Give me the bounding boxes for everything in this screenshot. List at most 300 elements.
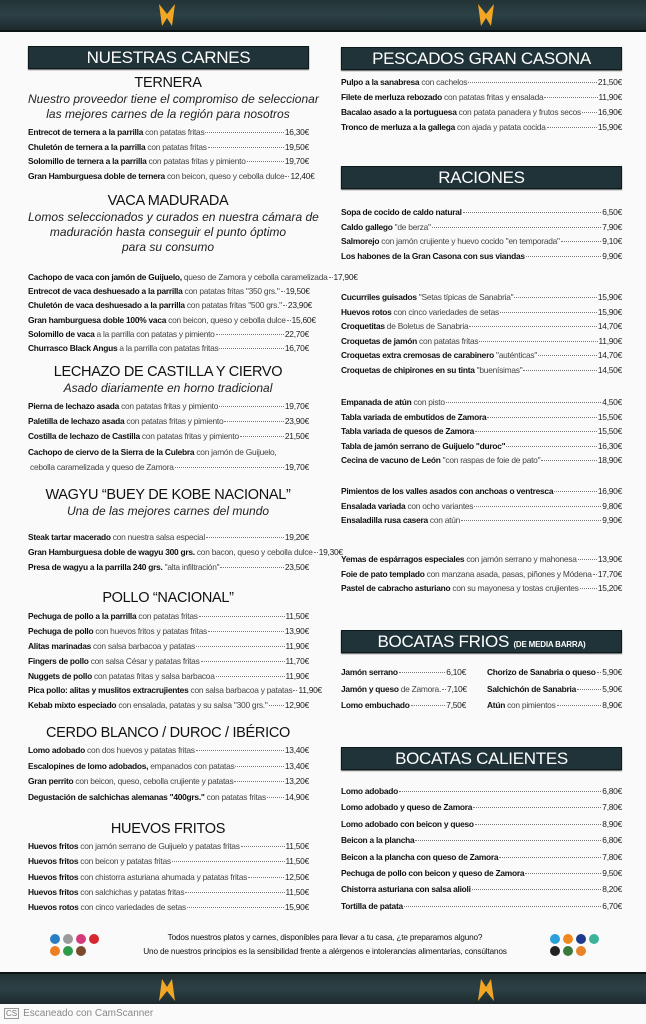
menu-item — [341, 567, 622, 582]
menu-item — [341, 410, 622, 425]
item-description: con beicon, queso y cebolla dulce — [166, 170, 285, 181]
menu-item — [28, 900, 309, 915]
item-name: Jamón y queso — [341, 683, 399, 694]
dot-leader — [473, 807, 601, 808]
item-name: Entrecot de vaca deshuesado a la parrilla — [28, 286, 183, 297]
menu-item — [341, 881, 622, 897]
menu-item — [28, 885, 309, 900]
menu-item — [28, 298, 313, 312]
menu-item — [341, 234, 622, 249]
item-description: con atún — [429, 515, 461, 526]
item-name: Degustación de salchichas alemanas "400grs." — [28, 791, 205, 802]
scanner-watermark — [4, 1008, 153, 1019]
item-name: Paletilla de lechazo asada — [28, 416, 125, 427]
dot-leader — [219, 406, 284, 407]
item-price: 19,20€ — [284, 532, 309, 542]
dot-leader — [547, 127, 597, 128]
item-description: con pimientos — [507, 700, 556, 710]
dot-leader — [500, 312, 597, 313]
item-price: 7,80€ — [602, 802, 622, 813]
item-name: Gran Hamburguesa doble de ternera — [28, 170, 165, 181]
dot-leader — [487, 417, 597, 418]
item-name: Pulpo a la sanabresa — [341, 77, 420, 87]
item-name: Escalopines de lomo adobados, — [28, 760, 149, 771]
menu-item — [341, 697, 466, 714]
item-description: con patatas fritas — [145, 127, 205, 137]
section-subtitle: maduración hasta conseguir el punto óptimo — [49, 225, 287, 239]
item-price: 19,50€ — [284, 141, 309, 152]
item-description: con salchichas y patatas fritas — [80, 886, 185, 897]
item-name: Lomo adobado y queso de Zamora — [341, 802, 473, 813]
item-name: Lomo adobado — [341, 786, 399, 796]
dot-leader — [561, 241, 602, 242]
item-price: 15,60€ — [291, 314, 316, 325]
top-decorative-band — [0, 0, 646, 32]
dot-leader — [475, 824, 602, 825]
item-price: 15,90€ — [284, 902, 309, 913]
item-description: queso de Zamora y cebolla caramelizada — [183, 272, 328, 282]
menu-item — [341, 816, 622, 832]
menu-item — [341, 664, 466, 681]
logo-icon — [159, 4, 175, 26]
item-price: 21,50€ — [597, 77, 622, 87]
allergen-icon — [563, 934, 573, 944]
dot-leader — [314, 552, 318, 553]
item-description: con jamón serrano de Guijuelo y patatas fritas — [80, 841, 240, 851]
dot-leader — [196, 750, 284, 751]
item-price: 9,90€ — [602, 515, 622, 526]
item-description: con huevos fritos y patatas fritas — [95, 625, 207, 636]
item-price: 19,70€ — [284, 461, 309, 472]
dot-leader — [578, 559, 597, 560]
item-price: 8,90€ — [602, 700, 622, 710]
item-description: con manzana asada, pasas, piñones y Módena — [426, 568, 592, 579]
item-name: Huevos rotos — [341, 306, 392, 317]
menu-item — [341, 348, 622, 363]
menu-item — [341, 799, 622, 815]
item-description: "de berza" — [394, 221, 431, 232]
item-name: Bacalao asado a la portuguesa — [341, 107, 457, 117]
item-price: 5,90€ — [602, 683, 622, 694]
item-name: Croquetas de jamón — [341, 335, 418, 346]
item-price: 19,70€ — [284, 401, 309, 411]
allergen-icon — [76, 934, 86, 944]
item-name: Fingers de pollo — [28, 655, 89, 666]
dot-leader — [399, 791, 601, 792]
item-list — [341, 205, 622, 263]
menu-item — [28, 460, 309, 475]
dot-leader — [267, 797, 284, 798]
allergen-icon — [89, 934, 99, 944]
item-price: 15,20€ — [597, 583, 622, 594]
dot-leader — [593, 574, 597, 575]
item-name: Solomillo de vaca — [28, 328, 95, 339]
dot-leader — [175, 467, 284, 468]
item-description: con ajada y patata cocida — [456, 122, 546, 132]
item-description: con pisto — [413, 397, 445, 407]
dot-leader — [199, 616, 285, 617]
item-price: 11,50€ — [285, 886, 309, 897]
item-price: 11,90€ — [598, 92, 622, 102]
dot-leader — [293, 690, 297, 691]
item-price: 11,50€ — [285, 856, 309, 867]
item-name: Solomillo de ternera a la parrilla — [28, 156, 147, 166]
item-description: con salsa César y patatas fritas — [90, 655, 200, 666]
allergen-icon — [576, 946, 586, 956]
dot-leader — [541, 460, 597, 461]
item-description: con patatas fritas — [419, 335, 479, 346]
dot-leader — [208, 631, 284, 632]
item-name: Pechuga de pollo — [28, 625, 94, 636]
item-name: Huevos fritos — [28, 871, 79, 882]
menu-item — [28, 429, 309, 444]
menu-item — [28, 284, 309, 298]
item-price: 11,50€ — [285, 611, 309, 621]
item-description: con beicon, queso y cebolla dulce — [168, 314, 286, 325]
item-description: cebolla caramelizada y queso de Zamora — [30, 461, 174, 472]
item-price: 6,50€ — [602, 207, 622, 217]
allergen-icons-right — [550, 934, 600, 956]
item-list — [341, 783, 622, 914]
item-description: con nuestra salsa especial — [112, 532, 205, 542]
item-price: 16,90€ — [597, 486, 622, 496]
menu-item — [28, 414, 309, 429]
logo-icon — [478, 979, 494, 1001]
item-name: Yemas de espárragos especiales — [341, 554, 465, 564]
item-price: 11,90€ — [298, 685, 322, 696]
item-name: Steak tartar macerado — [28, 532, 111, 542]
dot-leader — [235, 766, 283, 767]
item-description: con jamón crujiente y huevo cocido "en temporada" — [381, 236, 560, 247]
menu-item — [28, 854, 309, 869]
item-name: Lomo adobado con beicon y queso — [341, 818, 474, 829]
item-name: Chorizo de Sanabria o queso — [487, 667, 596, 677]
allergen-icon — [63, 946, 73, 956]
item-price: 6,70€ — [602, 900, 622, 911]
item-name: Croquetas extra cremosas de carabinero — [341, 350, 494, 361]
item-price: 11,70€ — [285, 655, 309, 666]
item-name: Ensalada variada — [341, 500, 406, 511]
item-price: 12,40€ — [290, 170, 315, 181]
item-description: "Setas típicas de Sanabria" — [418, 292, 514, 302]
item-description: con patatas fritas — [138, 611, 198, 621]
bottom-decorative-band — [0, 972, 646, 1004]
dot-leader — [432, 227, 602, 228]
item-description: con beicon y patatas fritas — [80, 856, 171, 867]
item-price: 14,90€ — [284, 791, 309, 802]
menu-item — [487, 697, 622, 714]
section-header — [341, 47, 622, 70]
item-description: "alta infiltración" — [164, 562, 220, 572]
dot-leader — [577, 689, 601, 690]
section-header — [28, 46, 309, 69]
dot-leader — [196, 646, 285, 647]
dot-leader — [538, 355, 597, 356]
item-name: Chuletón de vaca deshuesado a la parrilla — [28, 300, 185, 311]
section-header-note: (DE MEDIA BARRA) — [513, 640, 586, 649]
menu-item — [28, 683, 322, 698]
item-price: 14,50€ — [597, 364, 622, 375]
item-description: "con raspas de foie de pato" — [442, 455, 541, 466]
dot-leader — [281, 291, 285, 292]
menu-item — [28, 774, 309, 790]
item-name: Presa de wagyu a la parrilla 240 grs. — [28, 562, 163, 572]
dot-leader — [241, 846, 285, 847]
section-header — [341, 166, 622, 189]
item-list — [487, 664, 622, 714]
item-price: 11,90€ — [598, 335, 622, 346]
item-description: con su mayonesa y tostas crujientes — [452, 583, 579, 594]
menu-item — [341, 220, 622, 235]
item-price: 11,90€ — [285, 640, 309, 651]
item-list — [28, 125, 315, 183]
item-name: Pechuga de pollo a la parrilla — [28, 611, 137, 621]
footer-line-2: Uno de nuestros principios es la sensibilidad frente a alérgenos e intolerancias alimentarias, consúltanos — [143, 946, 507, 956]
item-name: Atún — [487, 700, 506, 710]
menu-item — [341, 581, 622, 596]
item-description: con patatas fritas — [147, 141, 207, 152]
item-name: Caldo gallego — [341, 221, 393, 232]
dot-leader — [240, 436, 284, 437]
item-description: con patatas fritas y pimiento — [121, 401, 219, 411]
item-name: Croquetas de chipirones en su tinta — [341, 364, 475, 375]
menu-item — [28, 609, 309, 624]
menu-item — [28, 560, 309, 575]
camscanner-text: Escaneado con CamScanner — [23, 1008, 154, 1019]
menu-item — [28, 341, 309, 355]
dot-leader — [506, 446, 597, 447]
item-price: 17,90€ — [333, 272, 358, 282]
item-list — [341, 664, 466, 714]
item-name: Alitas marinadas — [28, 640, 92, 651]
item-description: con dos huevos y patatas fritas — [87, 745, 195, 755]
item-price: 14,70€ — [597, 350, 622, 361]
menu-item — [341, 319, 622, 334]
section-subtitle: Asado diariamente en horno tradicional — [63, 381, 273, 395]
item-list — [28, 399, 309, 475]
menu-item — [28, 743, 309, 759]
item-description: con cinco variedades de setas — [393, 306, 499, 317]
item-name: Ensaladilla rusa casera — [341, 515, 428, 526]
item-name: Churrasco Black Angus — [28, 342, 118, 353]
item-list — [341, 290, 622, 378]
section-header-title: NUESTRAS CARNES — [86, 48, 251, 67]
allergen-icon — [50, 934, 60, 944]
item-description: con ensalada, patatas y su salsa "300 grs." — [118, 700, 268, 711]
dot-leader — [234, 781, 283, 782]
item-description: de Boletus de Sanabria — [386, 321, 469, 332]
menu-item — [341, 290, 622, 305]
item-name: Los habones de la Gran Casona con sus viandas — [341, 250, 525, 261]
item-price: 23,90€ — [284, 416, 309, 427]
menu-item — [28, 399, 309, 414]
item-list — [28, 530, 343, 575]
item-price: 7,10€ — [447, 683, 467, 694]
menu-item — [341, 334, 622, 349]
dot-leader — [287, 320, 291, 321]
dot-leader — [208, 147, 284, 148]
menu-item — [28, 759, 309, 775]
section-subtitle: para su consumo — [121, 240, 215, 254]
logo-icon — [478, 4, 494, 26]
item-list — [341, 484, 622, 528]
menu-item — [28, 870, 309, 885]
section-title: HUEVOS FRITOS — [110, 821, 226, 837]
item-name: Pechuga de pollo con beicon y queso de Zamora — [341, 867, 525, 878]
dot-leader — [580, 588, 597, 589]
dot-leader — [224, 421, 283, 422]
item-price: 6,80€ — [602, 835, 622, 846]
dot-leader — [442, 689, 446, 690]
dot-leader — [329, 277, 333, 278]
item-name: Huevos fritos — [28, 841, 79, 851]
dot-leader — [269, 705, 284, 706]
item-price: 15,50€ — [597, 426, 622, 437]
item-price: 19,30€ — [318, 547, 343, 557]
allergen-icon — [576, 934, 586, 944]
item-price: 21,50€ — [284, 431, 309, 442]
item-name: Entrecot de ternera a la parrilla — [28, 127, 144, 137]
item-name: Gran hamburguesa doble 100% vaca — [28, 314, 167, 325]
item-description: con patatas fritas y pimiento — [141, 431, 239, 442]
menu-item — [28, 790, 309, 806]
dot-leader — [525, 873, 601, 874]
menu-item — [341, 120, 622, 135]
item-name: Chistorra asturiana con salsa alioli — [341, 884, 471, 895]
dot-leader — [499, 857, 601, 858]
item-price: 8,90€ — [602, 818, 622, 829]
item-price: 9,10€ — [602, 236, 622, 247]
item-price: 12,90€ — [284, 700, 309, 711]
section-subtitle: las mejores carnes de la región para nosotros — [46, 107, 290, 121]
item-description: a la parrilla con patatas fritas — [119, 342, 219, 353]
dot-leader — [172, 861, 285, 862]
dot-leader — [446, 402, 602, 403]
dot-leader — [205, 132, 283, 133]
item-price: 9,90€ — [602, 250, 622, 261]
item-name: Tabla de jamón serrano de Guijuelo "duroc" — [341, 440, 506, 451]
item-price: 9,50€ — [602, 867, 622, 878]
dot-leader — [248, 877, 284, 878]
section-subtitle: Nuestro proveedor tiene el compromiso de seleccionar — [28, 92, 319, 106]
item-list — [28, 839, 309, 915]
menu-item — [341, 499, 622, 514]
menu-item — [341, 783, 622, 799]
item-description: con patatas fritas — [206, 791, 266, 802]
menu-item — [28, 624, 309, 639]
footer-note — [110, 930, 540, 958]
item-price: 15,90€ — [597, 292, 622, 302]
item-price: 13,40€ — [284, 745, 309, 755]
item-name: Filete de merluza rebozado — [341, 92, 443, 102]
item-price: 11,50€ — [285, 841, 309, 851]
item-price: 4,50€ — [602, 397, 622, 407]
item-name: Lomo adobado — [28, 745, 86, 755]
dot-leader — [514, 297, 596, 298]
dot-leader — [220, 567, 284, 568]
menu-item — [341, 898, 622, 914]
item-name: Tabla variada de quesos de Zamora — [341, 426, 475, 437]
item-name: Lomo embuchado — [341, 700, 410, 710]
item-list — [28, 609, 322, 713]
item-description: con patatas fritas y pimiento — [126, 416, 224, 427]
item-price: 7,90€ — [602, 221, 622, 232]
item-name: Pica pollo: alitas y muslitos extracrujientes — [28, 685, 189, 696]
item-name: Croquetitas — [341, 321, 385, 332]
menu-item — [28, 839, 309, 854]
dot-leader — [187, 907, 284, 908]
item-description: con bacon, queso y cebolla dulce — [196, 547, 313, 557]
item-price: 6,80€ — [602, 786, 622, 796]
item-price: 15,90€ — [597, 122, 622, 132]
menu-item — [28, 313, 316, 327]
item-list — [28, 743, 309, 805]
menu-item — [341, 865, 622, 881]
section-header — [341, 630, 622, 653]
dot-leader — [216, 334, 284, 335]
item-description: con patatas fritas y ensalada — [444, 92, 544, 102]
item-name: Foie de pato templado — [341, 568, 425, 579]
menu-item — [28, 140, 309, 155]
item-price: 18,90€ — [597, 455, 622, 466]
menu-item — [341, 395, 622, 410]
menu-item — [28, 125, 309, 140]
menu-item — [341, 453, 622, 468]
menu-item — [341, 439, 622, 454]
menu-item — [341, 249, 622, 264]
menu-item — [341, 681, 466, 698]
dot-leader — [463, 212, 602, 213]
section-header — [341, 747, 622, 770]
section-title: VACA MADURADA — [107, 193, 229, 209]
section-subtitle: Lomos seleccionados y curados en nuestra cámara de — [28, 210, 319, 224]
dot-leader — [544, 97, 597, 98]
item-name: Pastel de cabracho asturiano — [341, 583, 451, 594]
item-name: Gran Hamburguesa doble de wagyu 300 grs. — [28, 547, 195, 557]
footer-line-1: Todos nuestros platos y carnes, disponibles para llevar a tu casa, ¿te preparamos alguno? — [167, 932, 483, 942]
item-description: con patatas fritas y pimiento — [148, 156, 246, 166]
menu-item — [487, 681, 622, 698]
item-description: a la parrilla con patatas y pimiento — [96, 328, 215, 339]
item-description: con ocho variantes — [407, 500, 474, 511]
item-description: con salsa barbacoa y patatas — [93, 640, 195, 651]
section-subtitle: Una de las mejores carnes del mundo — [66, 504, 270, 518]
item-price: 23,50€ — [284, 562, 309, 572]
allergen-icon — [563, 946, 573, 956]
dot-leader — [247, 161, 284, 162]
camscanner-badge: CS — [6, 1009, 18, 1018]
menu-item — [28, 169, 315, 184]
item-list — [28, 270, 358, 355]
menu-item — [28, 327, 309, 341]
dot-leader — [185, 892, 284, 893]
section-header-title: BOCATAS FRIOS — [377, 632, 509, 651]
dot-leader — [597, 672, 602, 673]
item-name: Cachopo de vaca con jamón de Guijuelo, — [28, 272, 182, 282]
section-title: LECHAZO DE CASTILLA Y CIERVO — [53, 364, 283, 380]
section-title: WAGYU “BUEY DE KOBE NACIONAL” — [45, 487, 291, 503]
item-name: Cecina de vacuno de León — [341, 455, 441, 466]
dot-leader — [526, 256, 602, 257]
allergen-icons-left — [50, 934, 100, 956]
item-price: 19,70€ — [284, 156, 309, 166]
item-description: con patatas fritas "350 grs." — [184, 286, 280, 297]
menu-item — [28, 669, 309, 684]
dot-leader — [469, 326, 597, 327]
item-price: 13,90€ — [597, 554, 622, 564]
section-title: TERNERA — [134, 75, 202, 91]
item-name: Cachopo de ciervo de la Sierra de la Culebra — [28, 446, 195, 457]
